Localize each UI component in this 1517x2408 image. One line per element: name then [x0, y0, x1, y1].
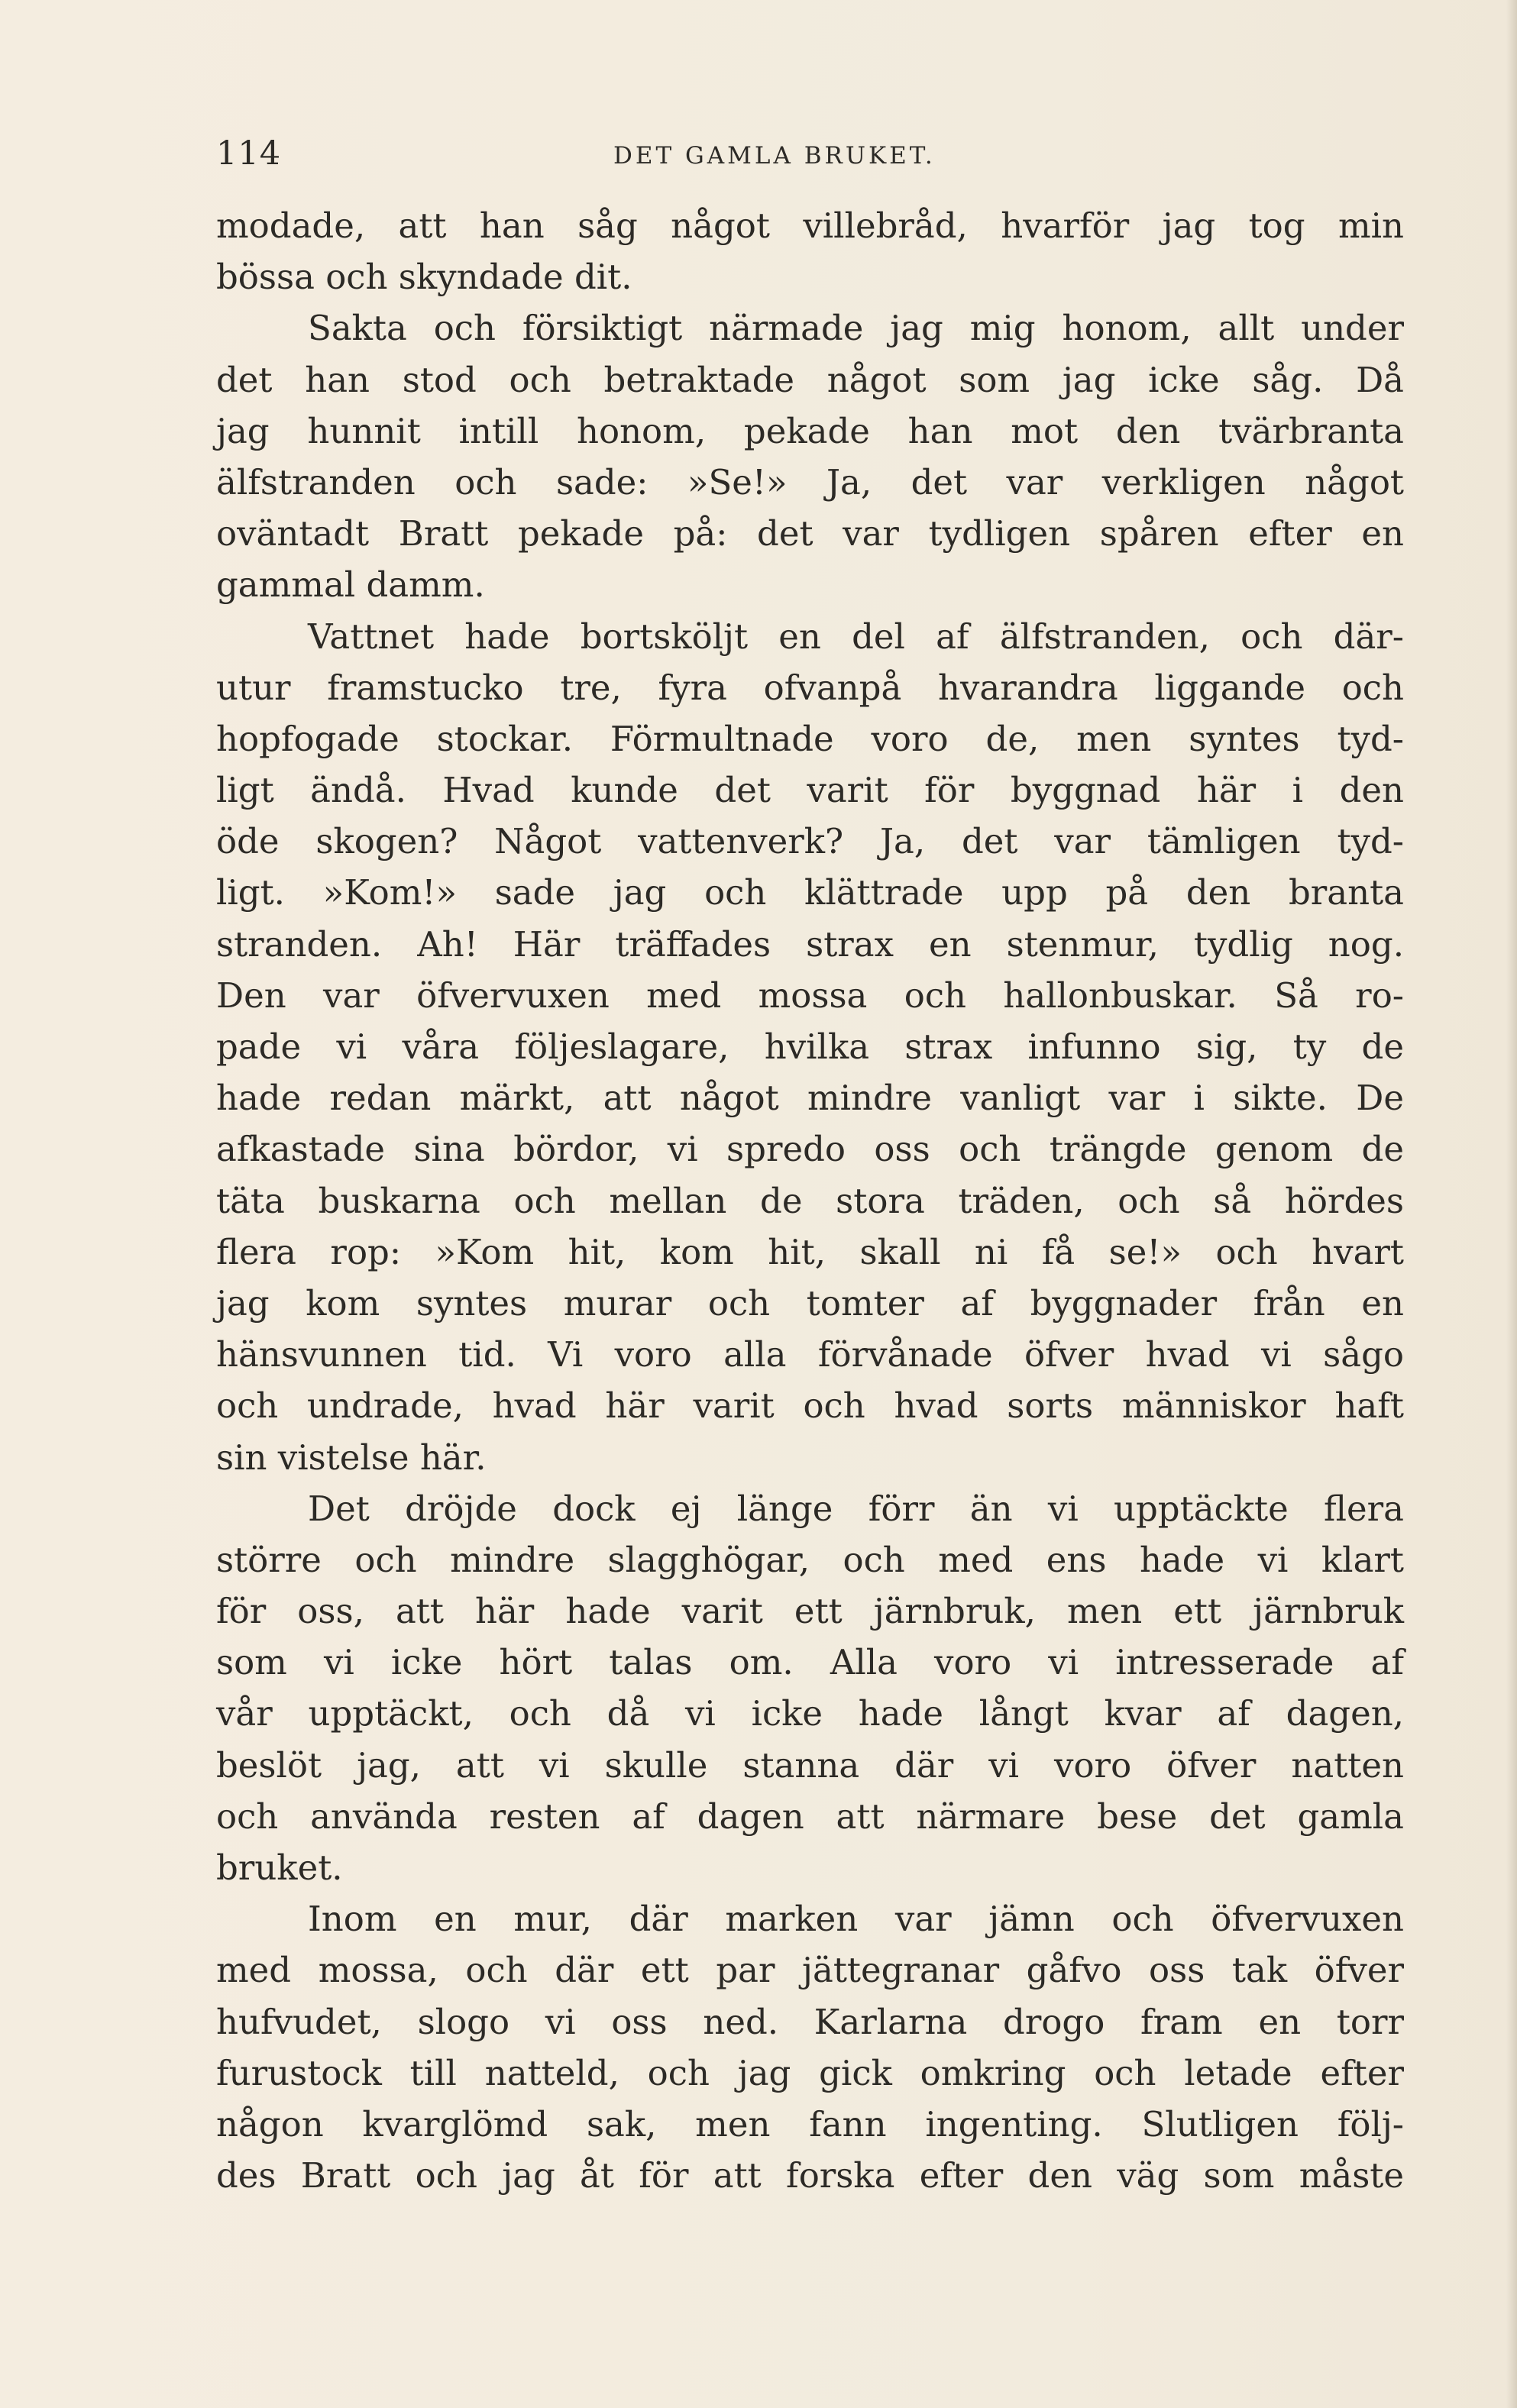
text-line: beslöt jag, att vi skulle stanna där vi voro öfver natten [216, 1744, 1404, 1786]
text-line: Den var öfvervuxen med mossa och hallonbuskar. Så ro- [216, 975, 1404, 1016]
text-line: afkastade sina bördor, vi spredo oss och trängde genom de [216, 1129, 1404, 1170]
text-line: hopfogade stockar. Förmultnade voro de, men syntes tyd- [216, 718, 1404, 759]
text-line: bruket. [216, 1847, 343, 1888]
paragraph-start-line: Inom en mur, där marken var jämn och öfvervuxen [308, 1899, 1404, 1940]
text-line: sin vistelse här. [216, 1437, 487, 1478]
body-text [216, 200, 1404, 2201]
page-header [216, 134, 1404, 180]
paragraph-start-line: Vattnet hade bortsköljt en del af älfstranden, och där- [308, 616, 1404, 657]
text-line: det han stod och betraktade något som jag icke såg. Då [216, 359, 1404, 400]
text-line: för oss, att här hade varit ett järnbruk, men ett järnbruk [216, 1591, 1404, 1632]
running-title: DET GAMLA BRUKET. [613, 142, 936, 170]
text-line: furustock till natteld, och jag gick omkring och letade efter [216, 2052, 1404, 2093]
text-line: ligt. »Kom!» sade jag och klättrade upp på den branta [216, 872, 1404, 913]
text-line: hade redan märkt, att något mindre vanligt var i sikte. De [216, 1078, 1404, 1119]
text-line: och använda resten af dagen att närmare bese det gamla [216, 1795, 1404, 1837]
text-line: med mossa, och där ett par jättegranar gåfvo oss tak öfver [216, 1950, 1404, 1991]
text-line: större och mindre slagghögar, och med ens hade vi klart [216, 1539, 1404, 1580]
text-line: vår upptäckt, och då vi icke hade långt kvar af dagen, [216, 1693, 1404, 1734]
text-line: utur framstucko tre, fyra ofvanpå hvarandra liggande och [216, 667, 1404, 708]
text-line: älfstranden och sade: »Se!» Ja, det var verkligen något [216, 461, 1404, 503]
text-line: modade, att han såg något villebråd, hvarför jag tog min [216, 205, 1404, 246]
text-line: öde skogen? Något vattenverk? Ja, det var tämligen tyd- [216, 821, 1404, 862]
text-line: hänsvunnen tid. Vi voro alla förvånade öfver hvad vi sågo [216, 1334, 1404, 1375]
paragraph-start-line: Sakta och försiktigt närmade jag mig honom, allt under [308, 308, 1404, 349]
text-line: gammal damm. [216, 564, 485, 606]
text-line: flera rop: »Kom hit, kom hit, skall ni få se!» och hvart [216, 1231, 1404, 1272]
text-line: jag hunnit intill honom, pekade han mot den tvärbranta [216, 410, 1404, 451]
text-line: täta buskarna och mellan de stora träden, och så hördes [216, 1180, 1404, 1221]
text-line: oväntadt Bratt pekade på: det var tydligen spåren efter en [216, 513, 1404, 554]
text-line: ligt ändå. Hvad kunde det varit för byggnad här i den [216, 770, 1404, 811]
text-line: des Bratt och jag åt för att forska efter den väg som måste [216, 2155, 1404, 2196]
text-line: bössa och skyndade dit. [216, 257, 632, 298]
text-line: hufvudet, slogo vi oss ned. Karlarna drogo fram en torr [216, 2001, 1404, 2042]
text-line: jag kom syntes murar och tomter af byggnader från en [216, 1282, 1404, 1324]
page-number: 114 [216, 134, 282, 173]
text-line: pade vi våra följeslagare, hvilka strax infunno sig, ty de [216, 1026, 1404, 1067]
text-line: någon kvarglömd sak, men fann ingenting. Slutligen följ- [216, 2103, 1404, 2145]
text-line: stranden. Ah! Här träffades strax en stenmur, tydlig nog. [216, 923, 1404, 965]
page-edge-shadow [1506, 0, 1517, 2408]
paragraph-start-line: Det dröjde dock ej länge förr än vi upptäckte flera [308, 1488, 1404, 1529]
text-line: och undrade, hvad här varit och hvad sorts människor haft [216, 1385, 1404, 1427]
text-line: som vi icke hört talas om. Alla voro vi intresserade af [216, 1642, 1404, 1683]
